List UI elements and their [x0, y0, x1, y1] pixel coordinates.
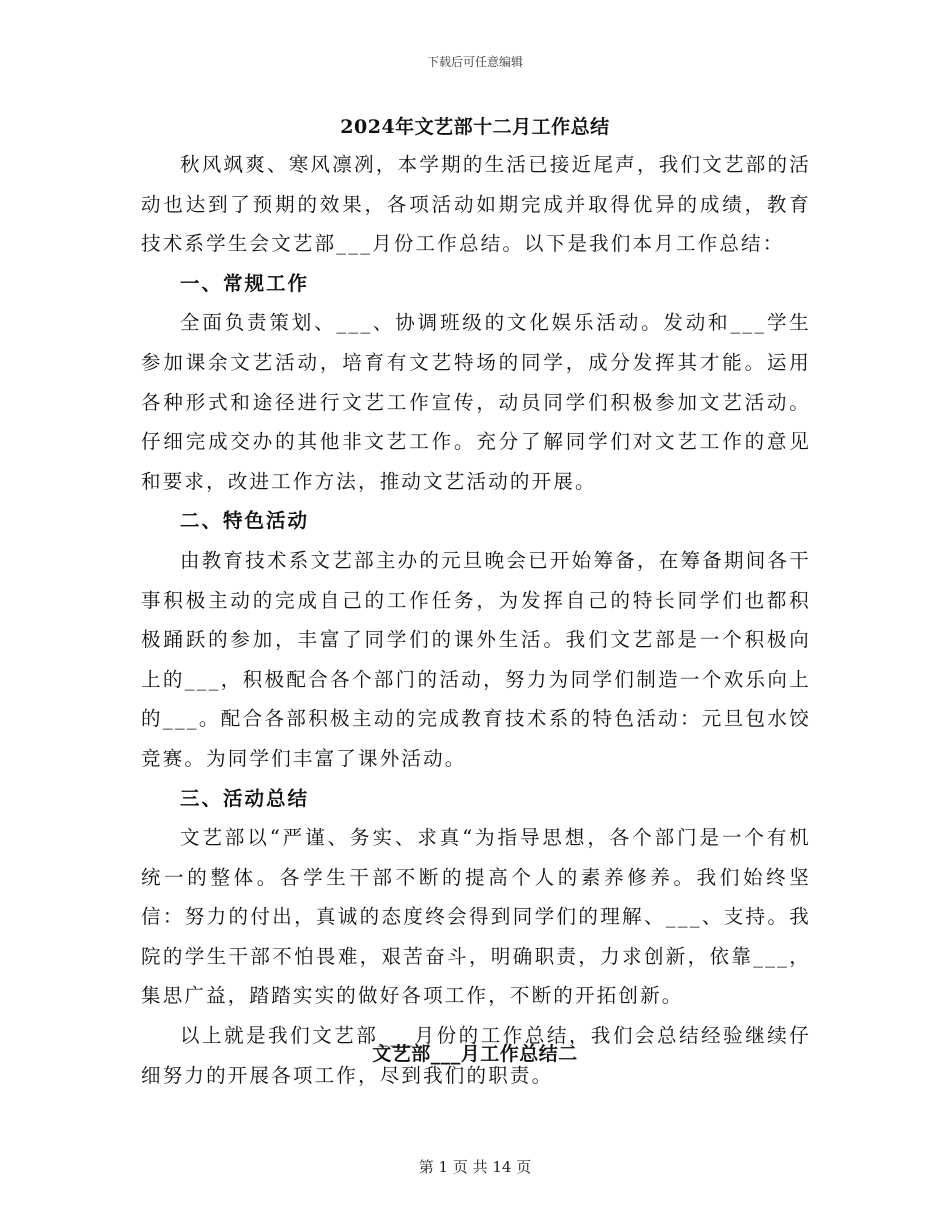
document-title: 2024年文艺部十二月工作总结 — [340, 116, 610, 138]
document-body — [141, 145, 811, 1095]
section-body-summary: 文艺部以“严谨、务实、求真“为指导思想，各个部门是一个有机统一的整体。各学生干部不断的提高个人的素养修养。我们始终坚信：努力的付出，真诚的态度终会得到同学们的理解、___、支持。我院的学生干部不怕畏难，艰苦奋斗，明确职责，力求创新，依靠___，集思广益，踏踏实实的做好各项工作，不断的开拓创新。 — [141, 826, 811, 1008]
next-section-title: 文艺部___月工作总结二 — [372, 1043, 578, 1065]
closing-paragraph: 以上就是我们文艺部___月份的工作总结，我们会总结经验继续仔细努力的开展各项工作，尽到我们的职责。 — [141, 1024, 811, 1087]
header-note: 下载后可任意编辑 — [426, 55, 523, 69]
page-number: 第 1 页 共 14 页 — [418, 1158, 532, 1176]
section-heading-summary: 三、活动总结 — [180, 786, 310, 810]
section-heading-featured: 二、特色活动 — [180, 509, 310, 533]
section-body-routine: 全面负责策划、___、协调班级的文化娱乐活动。发动和___学生参加课余文艺活动，培育有文艺特场的同学，成分发挥其才能。运用各种形式和途径进行文艺工作宣传，动员同学们积极参加文艺活动。仔细完成交办的其他非文艺工作。充分了解同学们对文艺工作的意见和要求，改进工作方法，推动文艺活动的开展。 — [141, 311, 811, 493]
section-body-featured: 由教育技术系文艺部主办的元旦晚会已开始筹备，在筹备期间各干事积极主动的完成自己的工作任务，为发挥自己的特长同学们也都积极踊跃的参加，丰富了同学们的课外生活。我们文艺部是一个积极向上的___，积极配合各个部门的活动，努力为同学们制造一个欢乐向上的___。配合各部积极主动的完成教育技术系的特色活动：元旦包水饺竞赛。为同学们丰富了课外活动。 — [141, 548, 811, 770]
intro-paragraph: 秋风飒爽、寒风凛冽，本学期的生活已接近尾声，我们文艺部的活动也达到了预期的效果，各项活动如期完成并取得优异的成绩，教育技术系学生会文艺部___月份工作总结。以下是我们本月工作总结： — [141, 153, 811, 256]
section-heading-routine: 一、常规工作 — [180, 271, 310, 295]
